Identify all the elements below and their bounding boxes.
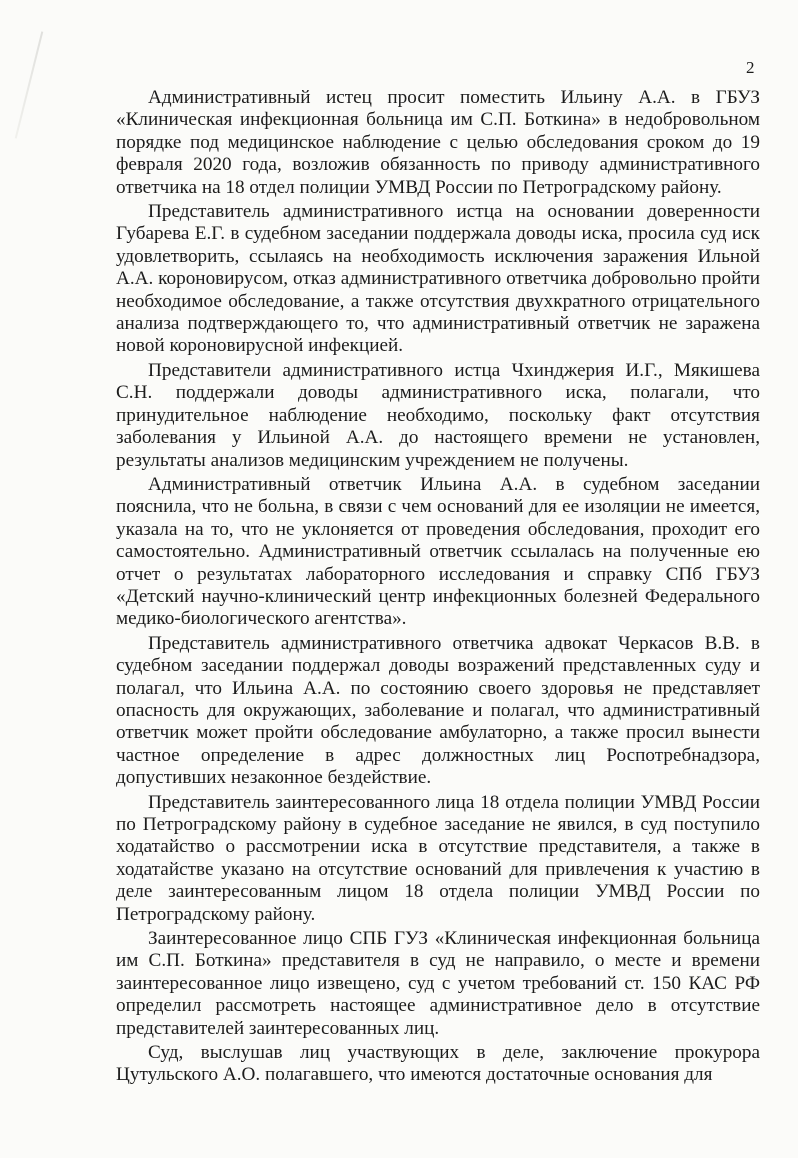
document-body: [116, 87, 760, 1089]
paragraph-defendant-lawyer: Представитель административного ответчика адвокат Черкасов В.В. в судебном заседании поддержал доводы возражений представленных суду и полагал, что Ильина А.А. по состоянию своего здоровья не представляет опасность для окружающих, заболевание и полагал, что административный ответчик может пройти обследование амбулаторно, а также просил вынести частное определение в адрес должностных лиц Роспотребнадзора, допустивших незаконное бездействие.: [116, 632, 760, 789]
paragraph-court-conclusion: Суд, выслушав лиц участвующих в деле, заключение прокурора Цутульского А.О. полагавшего, что имеются достаточные основания для: [116, 1042, 760, 1086]
paragraph-claim: Административный истец просит поместить Ильину А.А. в ГБУЗ «Клиническая инфекционная больница им С.П. Боткина» в недобровольном порядке под медицинское наблюдение с целью обследования сроком до 19 февраля 2020 года, возложив обязанность по приводу административного ответчика на 18 отдел полиции УМВД России по Петроградскому району.: [116, 87, 760, 198]
paragraph-plaintiff-representatives: Представители административного истца Чхинджерия И.Г., Мякишева С.Н. поддержали доводы административного иска, полагали, что принудительное наблюдение необходимо, поскольку факт отсутствия заболевания у Ильиной А.А. до настоящего времени не установлен, результаты анализов медицинским учреждением не получены.: [116, 359, 760, 471]
paragraph-defendant-explanation: Административный ответчик Ильина А.А. в судебном заседании пояснила, что не больна, в связи с чем оснований для ее изоляции не имеется, указала на то, что не уклоняется от проведения обследования, проходит его самостоятельно. Административный ответчик ссылалась на полученные ею отчет о результатах лабораторного исследования и справку СПб ГБУЗ «Детский научно-клинический центр инфекционных болезней Федерального медико-биологического агентства».: [116, 473, 760, 630]
paragraph-plaintiff-representative: Представитель административного истца на основании доверенности Губарева Е.Г. в судебном заседании поддержала доводы иска, просила суд иск удовлетворить, ссылаясь на необходимость исключения заражения Ильной А.А. короновирусом, отказ административного ответчика добровольно пройти необходимое обследование, а также отсутствия двухкратного отрицательного анализа подтверждающего то, что административный ответчик не заражена новой короновирусной инфекцией.: [116, 201, 760, 357]
paper-fold-mark: [15, 31, 44, 138]
paragraph-police-department: Представитель заинтересованного лица 18 отдела полиции УМВД России по Петроградскому району в судебное заседание не явился, в суд поступило ходатайство о рассмотрении иска в отсутствие представителя, а также в ходатайстве указано на отсутствие оснований для привлечения к участию в деле заинтересованным лицом 18 отдела полиции УМВД России по Петроградскому району.: [116, 791, 760, 925]
page-number: 2: [746, 58, 755, 77]
paragraph-hospital: Заинтересованное лицо СПБ ГУЗ «Клиническая инфекционная больница им С.П. Боткина» представителя в суд не направило, о месте и времени заинтересованное лицо извещено, суд с учетом требований ст. 150 КАС РФ определил рассмотреть настоящее административное дело в отсутствие представителей заинтересованных лиц.: [116, 928, 760, 1039]
